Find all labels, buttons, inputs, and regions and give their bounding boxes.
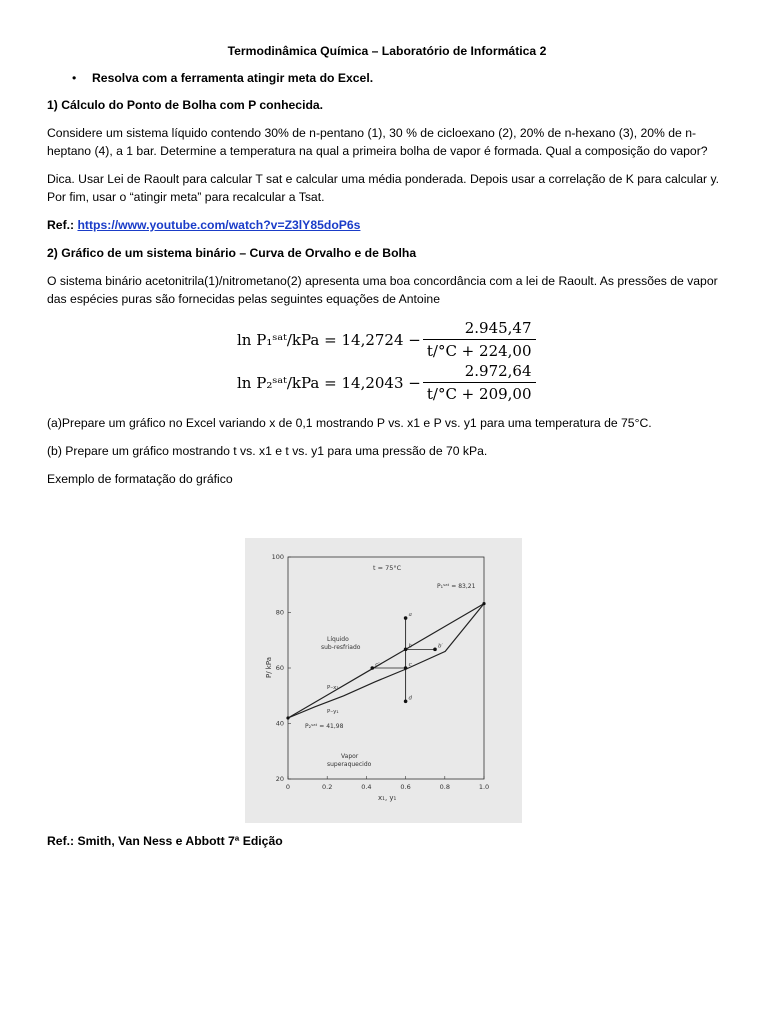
antoine-equations bbox=[237, 318, 727, 404]
x-tick-label-0: 0 bbox=[285, 783, 291, 791]
eq1-fraction bbox=[427, 319, 532, 360]
point-label-1: b bbox=[408, 643, 413, 650]
point-5 bbox=[370, 666, 374, 670]
bullet-dot-icon: • bbox=[72, 71, 77, 85]
section-2-text: O sistema binário acetonitrila(1)/nitrometano(2) apresenta uma boa concordância com a lei de Raoult. As pressões de vapor das espécies puras são fornecidas pelas seguintes equações de Antoine bbox=[47, 274, 718, 306]
point-4 bbox=[433, 648, 437, 652]
x-tick-label-3: 0.6 bbox=[400, 783, 411, 791]
py-curve-label: P–y₁ bbox=[327, 709, 339, 715]
example-caption: Exemplo de formatação do gráfico bbox=[47, 472, 233, 486]
instruction-bullet bbox=[47, 69, 727, 87]
reference-link[interactable]: https://www.youtube.com/watch?v=Z3lY85doP6s bbox=[77, 218, 361, 232]
y-tick-label-1: 40 bbox=[275, 719, 284, 728]
y-tick-label-2: 60 bbox=[275, 664, 284, 672]
reference-label: Ref.: bbox=[47, 218, 75, 232]
px-curve-label: P–x₁ bbox=[327, 685, 339, 691]
section-1-heading: 1) Cálculo do Ponto de Bolha com P conhecida. bbox=[47, 98, 324, 112]
x-tick-label-5: 1.0 bbox=[478, 783, 490, 791]
eq2-denominator: t/°C + 209,00 bbox=[426, 385, 532, 403]
section-1-hint: Dica. Usar Lei de Raoult para calcular T sat e calcular uma média ponderada. Depois usar a correlação de K para calcular y. Por fim, usar o “atingir meta” para recalcular a Tsat. bbox=[47, 172, 720, 204]
eq1-numerator: 2.945,47 bbox=[423, 319, 536, 340]
eq2-numerator: 2.972,64 bbox=[423, 362, 536, 383]
p1sat-point bbox=[482, 602, 485, 605]
p2sat-point bbox=[286, 716, 289, 719]
section-2-heading: 2) Gráfico de um sistema binário – Curva de Orvalho e de Bolha bbox=[47, 246, 417, 260]
pxy-chart bbox=[245, 538, 522, 823]
page-title: Termodinâmica Química – Laboratório de Informática 2 bbox=[227, 44, 547, 58]
eq2-fraction bbox=[427, 362, 532, 403]
document-page bbox=[47, 42, 727, 498]
y-tick-label-0: 20 bbox=[275, 775, 284, 783]
eq2-lhs: ln P₂ˢᵃᵗ/kPa = 14,2043 − bbox=[237, 373, 421, 392]
question-a: (a)Prepare um gráfico no Excel variando x de 0,1 mostrando P vs. x1 e P vs. y1 para uma temperatura de 75°C. bbox=[47, 416, 652, 430]
x-tick-label-1: 0.2 bbox=[322, 783, 333, 791]
point-2 bbox=[404, 666, 408, 670]
vapor-label-2: superaquecido bbox=[327, 761, 372, 768]
bullet-text: Resolva com a ferramenta atingir meta do Excel. bbox=[92, 71, 374, 85]
figure-reference: Ref.: Smith, Van Ness e Abbott 7ª Edição bbox=[47, 834, 283, 848]
x-axis-label: x₁, y₁ bbox=[378, 794, 397, 802]
example-chart-figure bbox=[245, 538, 522, 823]
point-label-4: b′ bbox=[438, 643, 443, 650]
point-label-2: c bbox=[408, 662, 412, 668]
section-1-text: Considere um sistema líquido contendo 30% de n-pentano (1), 30 % de cicloexano (2), 20% de n-hexano (3), 20% de n-heptano (4), a 1 bar. Determine a temperatura na qual a primeira bolha de vapor é formada. Qual a composição do vapor? bbox=[47, 126, 708, 158]
liquid-label-2: sub-resfriado bbox=[321, 644, 361, 651]
point-1 bbox=[404, 648, 408, 652]
p1sat-annotation: P₁ˢᵃᵗ = 83,21 bbox=[437, 583, 476, 590]
x-tick-label-4: 0.8 bbox=[439, 783, 450, 791]
p2sat-annotation: P₂ˢᵃᵗ = 41,98 bbox=[305, 723, 344, 730]
y-tick-label-4: 100 bbox=[271, 553, 284, 561]
antoine-equation-2 bbox=[237, 361, 727, 404]
eq1-denominator: t/°C + 224,00 bbox=[426, 342, 532, 360]
point-3 bbox=[404, 700, 408, 704]
question-b: (b) Prepare um gráfico mostrando t vs. x1 e t vs. y1 para uma pressão de 70 kPa. bbox=[47, 444, 488, 458]
point-0 bbox=[404, 616, 408, 620]
point-label-5: c′ bbox=[375, 662, 380, 668]
point-label-3: d bbox=[408, 695, 413, 702]
eq1-lhs: ln P₁ˢᵃᵗ/kPa = 14,2724 − bbox=[237, 330, 421, 349]
antoine-equation-1 bbox=[237, 318, 727, 361]
y-axis-label: P/ kPa bbox=[265, 656, 273, 678]
chart-title: t = 75°C bbox=[373, 564, 402, 572]
x-tick-label-2: 0.4 bbox=[361, 783, 372, 791]
reference-line bbox=[47, 216, 727, 234]
point-label-0: a bbox=[408, 612, 412, 619]
y-tick-label-3: 80 bbox=[275, 608, 284, 617]
vapor-label-1: Vapor bbox=[341, 753, 359, 760]
liquid-label-1: Líquido bbox=[327, 636, 349, 643]
